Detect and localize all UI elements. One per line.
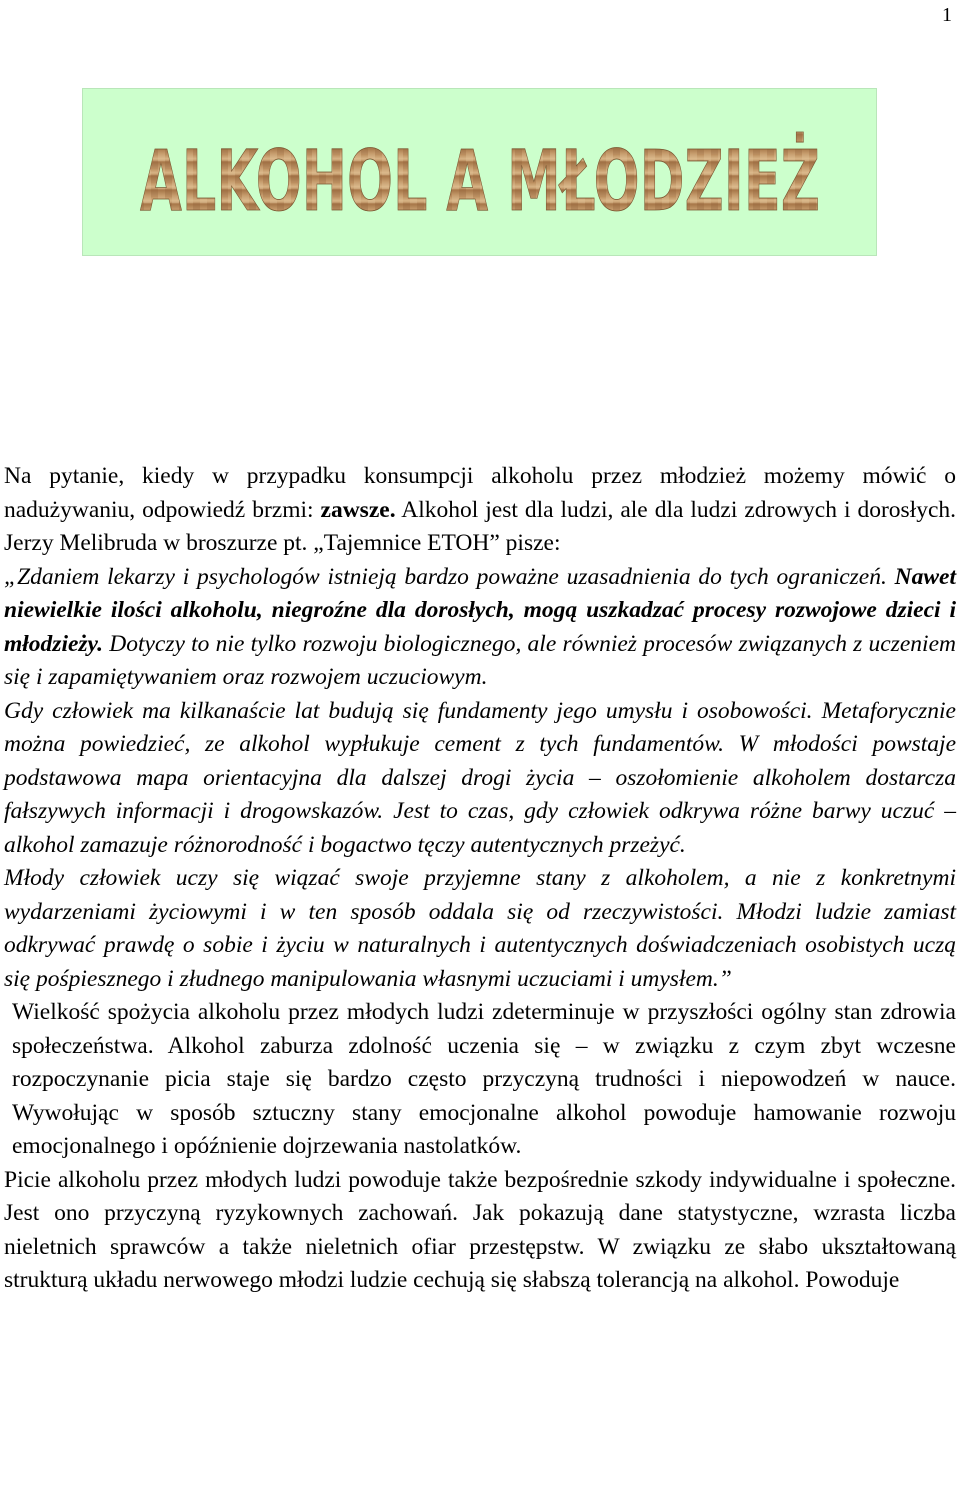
article-body xyxy=(4,460,956,1298)
page-number: 1 xyxy=(942,4,952,26)
paragraph-intro: Na pytanie, kiedy w przypadku konsumpcji alkoholu przez młodzież możemy mówić o nadużywaniu, odpowiedź brzmi: zawsze. Alkohol jest dla ludzi, ale dla ludzi zdrowych i dorosłych. Jerzy Melibruda w broszurze pt. „Tajemnice ETOH” pisze: xyxy=(4,463,956,556)
quote-emphasis: Nawet niewielkie ilości alkoholu, niegroźne dla dorosłych, mogą uszkadzać procesy rozwojowe dzieci i młodzieży. xyxy=(4,563,956,657)
quote-paragraph-3: Młody człowiek uczy się wiązać swoje przyjemne stany z alkoholem, a nie z konkretnymi wydarzeniami życiowymi i w ten sposób oddala się od rzeczywistości. Młodzi ludzie zamiast odkrywać prawdę o sobie i życiu w naturalnych i autentycznych doświadczeniach osobistych uczą się pośpiesznego i złudnego manipulowania własnymi uczuciami i umysłem.” xyxy=(4,865,956,992)
title-banner xyxy=(82,88,877,256)
quote-paragraph-2: Gdy człowiek ma kilkanaście lat budują się fundamenty jego umysłu i osobowości. Metaforycznie można powiedzieć, ze alkohol wypłukuje cement z tych fundamentów. W młodości powstaje podstawowa mapa orientacyjna dla dalszej drogi życia – oszołomienie alkoholem dostarcza fałszywych informacji i drogowskazów. Jest to czas, gdy człowiek odkrywa różne barwy uczuć – alkohol zamazuje różnorodność i bogactwo tęczy autentycznych przeżyć. xyxy=(4,697,956,858)
title-wordart xyxy=(130,112,830,232)
quote-paragraph-1: „Zdaniem lekarzy i psychologów istnieją bardzo poważne uzasadnienia do tych ograniczeń. Nawet niewielkie ilości alkoholu, niegroźne dla dorosłych, mogą uszkadzać procesy rozwojowe dzieci i młodzieży. Dotyczy to nie tylko rozwoju biologicznego, ale również procesów związanych z uczeniem się i zapamiętywaniem oraz rozwojem uczuciowym. xyxy=(4,563,956,690)
emphasis-always: zawsze. xyxy=(320,496,396,523)
paragraph-harms: Picie alkoholu przez młodych ludzi powoduje także bezpośrednie szkody indywidualne i społeczne. Jest ono przyczyną ryzykownych zachowań. Jak pokazują dane statystyczne, wzrasta liczba nieletnich sprawców a także nieletnich ofiar przestępstw. W związku ze słabo ukształtowaną strukturą układu nerwowego młodzi ludzie cechują się słabszą tolerancją na alkohol. Powoduje xyxy=(4,1166,956,1293)
title-text: ALKOHOL A MŁODZIEŻ xyxy=(139,132,820,230)
paragraph-consumption: Wielkość spożycia alkoholu przez młodych ludzi zdeterminuje w przyszłości ogólny stan zdrowia społeczeństwa. Alkohol zaburza zdolność uczenia się – w związku z czym zbyt wczesne rozpoczynanie picia staje się bardzo często przyczyną trudności i niepowodzeń w nauce. Wywołując w sposób sztuczny stany emocjonalne alkohol powoduje hamowanie rozwoju emocjonalnego i opóźnienie dojrzewania nastolatków. xyxy=(12,999,956,1159)
